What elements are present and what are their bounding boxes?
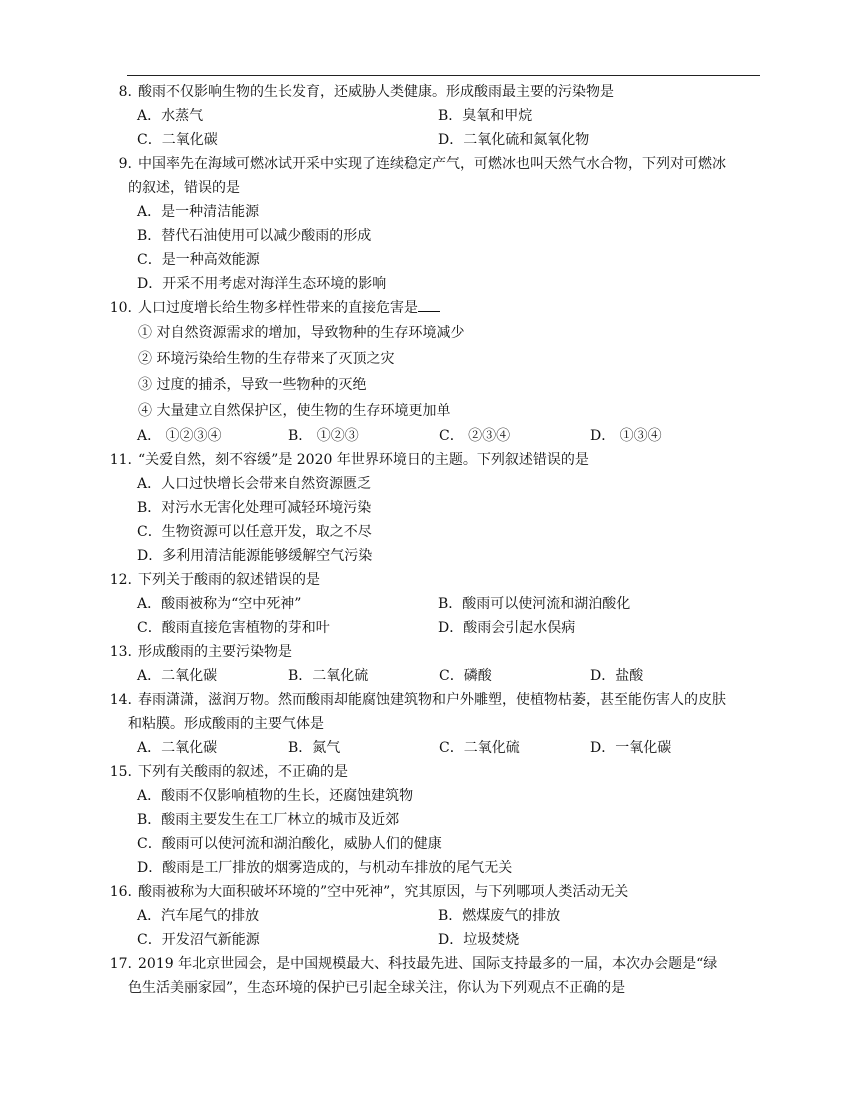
question-17 <box>108 952 763 1000</box>
option-a: A．二氧化碳 <box>137 740 218 756</box>
statement-3: ③ 过度的捕杀，导致一些物种的灭绝 <box>138 377 367 393</box>
question-11 <box>108 448 763 472</box>
option-a: A．人口过快增长会带来自然资源匮乏 <box>137 476 372 492</box>
question-8-options <box>108 104 763 152</box>
question-number: 14. <box>109 692 132 708</box>
question-number: 10. <box>109 300 132 316</box>
answer-blank <box>418 297 440 312</box>
question-stem: 2019 年北京世园会，是中国规模最大、科技最先进、国际支持最多的一届，本次办会题是“绿 <box>138 956 718 972</box>
option-b: B．对污水无害化处理可减轻环境污染 <box>137 500 372 516</box>
question-number: 11. <box>109 452 132 468</box>
question-stem: 下列关于酸雨的叙述错误的是 <box>138 572 320 588</box>
statement-2: ② 环境污染给生物的生存带来了灭顶之灾 <box>138 351 395 367</box>
question-stem: 下列有关酸雨的叙述，不正确的是 <box>138 764 348 780</box>
option-c: C．二氧化碳 <box>137 132 218 148</box>
option-d: D．一氧化碳 <box>590 740 672 756</box>
option-b: B．酸雨可以使河流和湖泊酸化 <box>438 596 631 612</box>
option-d: D．二氧化硫和氮氧化物 <box>438 132 590 148</box>
question-16-options <box>108 904 763 952</box>
option-d: D．开采不用考虑对海洋生态环境的影响 <box>137 276 387 292</box>
option-c: C． ②③④ <box>439 428 511 444</box>
option-c: C．磷酸 <box>439 668 492 684</box>
option-c: C．酸雨直接危害植物的芽和叶 <box>137 620 330 636</box>
question-stem: 春雨潇潇，滋润万物。然而酸雨却能腐蚀建筑物和户外雕塑，使植物枯萎，甚至能伤害人的皮肤 <box>138 692 726 708</box>
question-10-options <box>108 424 763 448</box>
option-c: C．开发沼气新能源 <box>137 932 260 948</box>
question-stem: 形成酸雨的主要污染物是 <box>138 644 292 660</box>
question-12 <box>108 568 763 592</box>
question-14 <box>108 688 763 736</box>
question-12-options <box>108 592 763 640</box>
question-16 <box>108 880 763 904</box>
question-document <box>108 80 763 1000</box>
option-c: C．生物资源可以任意开发，取之不尽 <box>137 524 372 540</box>
question-10 <box>108 296 763 320</box>
option-b: B．燃煤废气的排放 <box>438 908 561 924</box>
option-b: B． ①②③ <box>288 428 359 444</box>
option-a: A．是一种清洁能源 <box>137 204 260 220</box>
question-number: 8. <box>118 84 132 100</box>
question-number: 9. <box>118 156 132 172</box>
question-9-options <box>108 200 763 296</box>
option-b: B．二氧化硫 <box>288 668 369 684</box>
question-stem: 人口过度增长给生物多样性带来的直接危害是 <box>138 300 418 316</box>
option-a: A．水蒸气 <box>137 108 204 124</box>
question-stem: 酸雨不仅影响生物的生长发育，还威胁人类健康。形成酸雨最主要的污染物是 <box>138 84 614 100</box>
option-d: D．垃圾焚烧 <box>438 932 520 948</box>
option-b: B．酸雨主要发生在工厂林立的城市及近郊 <box>137 812 400 828</box>
option-c: C．二氧化硫 <box>439 740 520 756</box>
option-d: D．盐酸 <box>590 668 644 684</box>
option-a: A．酸雨被称为“空中死神” <box>137 596 302 612</box>
option-d: D． ①③④ <box>590 428 662 444</box>
question-stem-continued: 色生活美丽家园”，生态环境的保护已引起全球关注，你认为下列观点不正确的是 <box>128 980 626 996</box>
question-number: 13. <box>109 644 132 660</box>
question-stem: 中国率先在海域可燃冰试开采中实现了连续稳定产气，可燃冰也叫天然气水合物，下列对可燃冰 <box>138 156 726 172</box>
question-number: 15. <box>109 764 132 780</box>
header-rule <box>127 75 760 76</box>
option-a: A．二氧化碳 <box>137 668 218 684</box>
option-b: B．氮气 <box>288 740 341 756</box>
question-stem: 酸雨被称为大面积破坏环境的”空中死神”，究其原因，与下列哪项人类活动无关 <box>138 884 629 900</box>
option-a: A．酸雨不仅影响植物的生长，还腐蚀建筑物 <box>137 788 414 804</box>
statement-4: ④ 大量建立自然保护区，使生物的生存环境更加单 <box>138 403 451 419</box>
question-10-statements <box>108 320 763 424</box>
question-stem-continued: 和粘膜。形成酸雨的主要气体是 <box>128 716 324 732</box>
option-c: C．是一种高效能源 <box>137 252 260 268</box>
option-c: C．酸雨可以使河流和湖泊酸化，威胁人们的健康 <box>137 836 442 852</box>
question-14-options <box>108 736 763 760</box>
question-9 <box>108 152 763 200</box>
question-13-options <box>108 664 763 688</box>
question-15-options <box>108 784 763 880</box>
option-b: B．臭氧和甲烷 <box>438 108 533 124</box>
option-d: D．多利用清洁能源能够缓解空气污染 <box>137 548 373 564</box>
question-15 <box>108 760 763 784</box>
question-number: 16. <box>109 884 132 900</box>
question-stem: “关爱自然，刻不容缓”是 2020 年世界环境日的主题。下列叙述错误的是 <box>138 452 589 468</box>
option-b: B．替代石油使用可以减少酸雨的形成 <box>137 228 372 244</box>
question-number: 12. <box>109 572 132 588</box>
question-number: 17. <box>109 956 132 972</box>
option-a: A． ①②③④ <box>137 428 222 444</box>
question-13 <box>108 640 763 664</box>
question-8 <box>108 80 763 104</box>
option-a: A．汽车尾气的排放 <box>137 908 260 924</box>
question-stem-continued: 的叙述，错误的是 <box>128 180 240 196</box>
statement-1: ① 对自然资源需求的增加，导致物种的生存环境减少 <box>138 325 465 341</box>
question-11-options <box>108 472 763 568</box>
option-d: D．酸雨会引起水俣病 <box>438 620 576 636</box>
option-d: D．酸雨是工厂排放的烟雾造成的，与机动车排放的尾气无关 <box>137 860 513 876</box>
